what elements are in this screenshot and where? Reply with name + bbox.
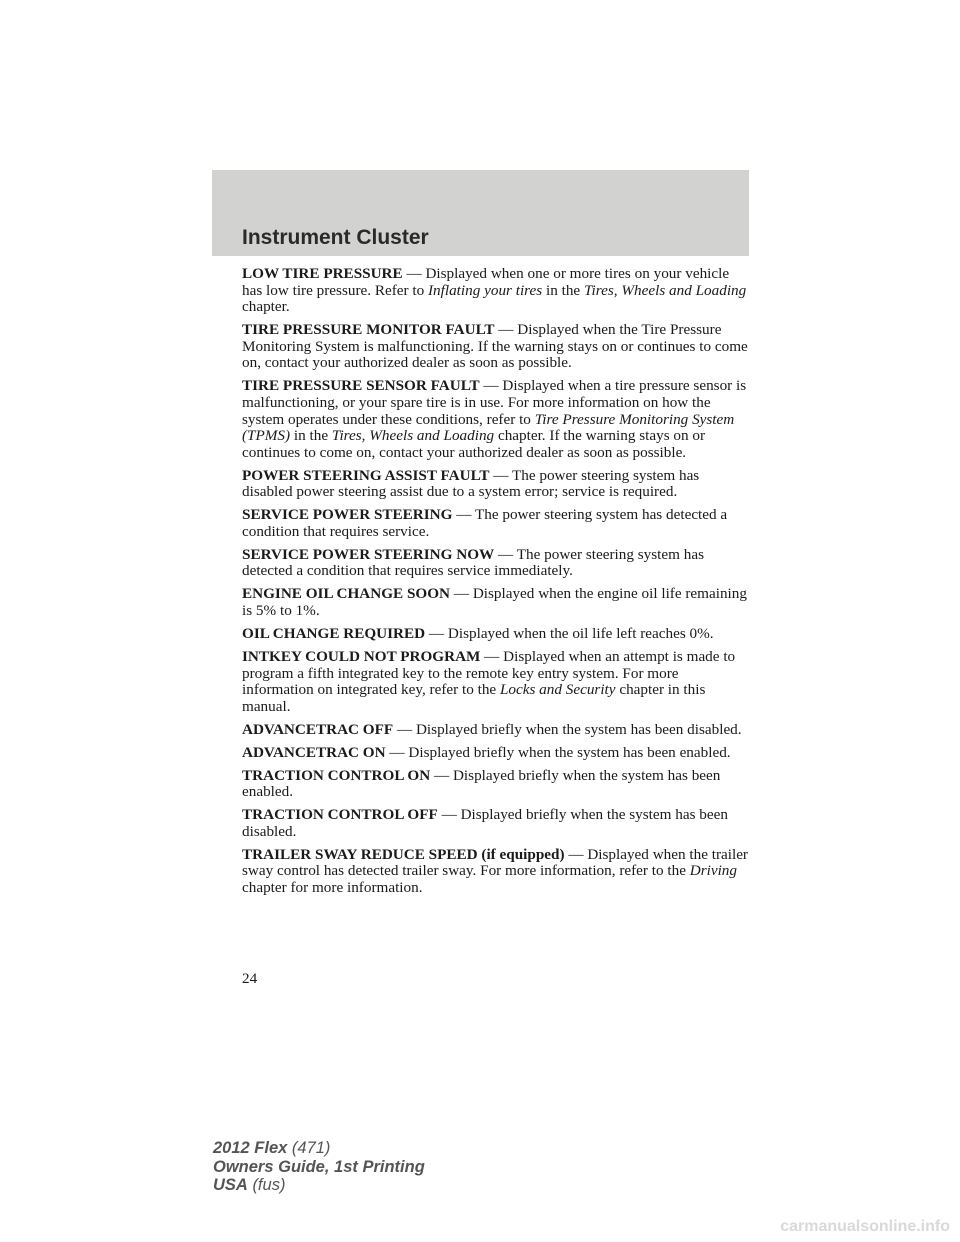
message-term: INTKEY COULD NOT PROGRAM	[242, 648, 481, 665]
message-entry	[242, 807, 750, 840]
message-term: TRACTION CONTROL OFF	[242, 806, 438, 824]
message-term: SERVICE POWER STEERING	[242, 506, 453, 524]
chapter-reference: Locks and Security	[499, 681, 616, 699]
message-entry	[242, 507, 750, 540]
message-description: chapter.	[242, 298, 290, 316]
message-description: in the	[290, 427, 332, 445]
message-entry	[242, 322, 750, 372]
footer-model-code: (471)	[291, 1139, 331, 1157]
message-description: — Displayed briefly when the system has been enabled.	[242, 766, 721, 801]
message-description: — Displayed briefly when the system has been disabled.	[393, 720, 742, 738]
watermark: carmanualsonline.info	[780, 1218, 950, 1235]
message-description: — Displayed when the Tire Pressure Monitoring System is malfunctioning. If the warning stays on or continues to come on, contact your authorized dealer as soon as possible.	[242, 321, 748, 372]
message-entry	[242, 768, 750, 801]
message-entry	[242, 649, 750, 715]
message-entry	[242, 468, 750, 501]
message-entry	[242, 722, 750, 739]
chapter-reference: Tires, Wheels and Loading	[583, 281, 747, 299]
message-description: — The power steering system has detected a condition that requires service.	[242, 506, 728, 540]
section-title: Instrument Cluster	[242, 226, 429, 249]
chapter-reference: Tire Pressure Monitoring System (TPMS)	[242, 410, 735, 445]
message-description: chapter. If the warning stays on or continues to come on, contact your authorized dealer as soon as possible.	[242, 427, 706, 461]
message-description: chapter in this manual.	[242, 681, 706, 715]
message-description: — Displayed when the oil life left reaches 0%.	[425, 625, 714, 643]
footer-market: USA	[213, 1176, 248, 1194]
message-term: ENGINE OIL CHANGE SOON	[242, 585, 451, 603]
footer-line-market	[213, 1176, 425, 1195]
section-header-band	[212, 170, 749, 256]
print-footer	[213, 1139, 425, 1195]
message-entry	[242, 745, 750, 762]
message-term: TRACTION CONTROL ON	[242, 766, 431, 784]
message-term: TIRE PRESSURE MONITOR FAULT	[242, 321, 495, 339]
message-description: in the	[542, 281, 584, 299]
message-entry	[242, 586, 750, 619]
message-description: — Displayed when the engine oil life remaining is 5% to 1%.	[242, 585, 747, 620]
chapter-reference: Driving	[689, 862, 737, 880]
message-description: — The power steering system has disabled power steering assist due to a system error; service is required.	[242, 466, 700, 501]
chapter-reference: Inflating your tires	[428, 281, 543, 299]
message-description: — The power steering system has detected a condition that requires service immediately.	[242, 545, 704, 580]
message-list	[242, 266, 750, 903]
message-entry	[242, 847, 750, 897]
message-entry	[242, 626, 750, 643]
message-term: OIL CHANGE REQUIRED	[242, 625, 426, 643]
message-description: — Displayed when the trailer sway control has detected trailer sway. For more information, refer to the	[242, 845, 748, 880]
page-number: 24	[242, 970, 258, 987]
message-description: — Displayed briefly when the system has been disabled.	[242, 806, 728, 840]
message-entry	[242, 378, 750, 461]
message-term: ADVANCETRAC ON	[242, 743, 386, 761]
message-term: TIRE PRESSURE SENSOR FAULT	[242, 377, 480, 395]
message-entry	[242, 266, 750, 316]
message-term: SERVICE POWER STEERING NOW	[242, 545, 495, 563]
footer-market-code: (fus)	[252, 1176, 286, 1194]
chapter-reference: Tires, Wheels and Loading	[331, 427, 495, 445]
message-description: — Displayed when one or more tires on your vehicle has low tire pressure. Refer to	[242, 265, 730, 299]
footer-line-model	[213, 1139, 425, 1158]
message-term: TRAILER SWAY REDUCE SPEED (if equipped)	[242, 845, 565, 863]
message-term: POWER STEERING ASSIST FAULT	[242, 466, 490, 484]
message-entry	[242, 547, 750, 580]
message-description: — Displayed when a tire pressure sensor is malfunctioning, or your spare tire is in use. For more information on how the system operates under these conditions, refer to	[242, 377, 747, 428]
footer-model: 2012 Flex	[213, 1139, 288, 1157]
message-description: — Displayed when an attempt is made to program a fifth integrated key to the remote key entry system. For more information on integrated key, refer to the	[242, 648, 736, 699]
message-description: — Displayed briefly when the system has been enabled.	[385, 743, 731, 761]
message-description: chapter for more information.	[242, 879, 423, 897]
message-term: LOW TIRE PRESSURE	[242, 265, 403, 282]
footer-printing: Owners Guide, 1st Printing	[213, 1157, 425, 1176]
message-term: ADVANCETRAC OFF	[242, 720, 394, 738]
